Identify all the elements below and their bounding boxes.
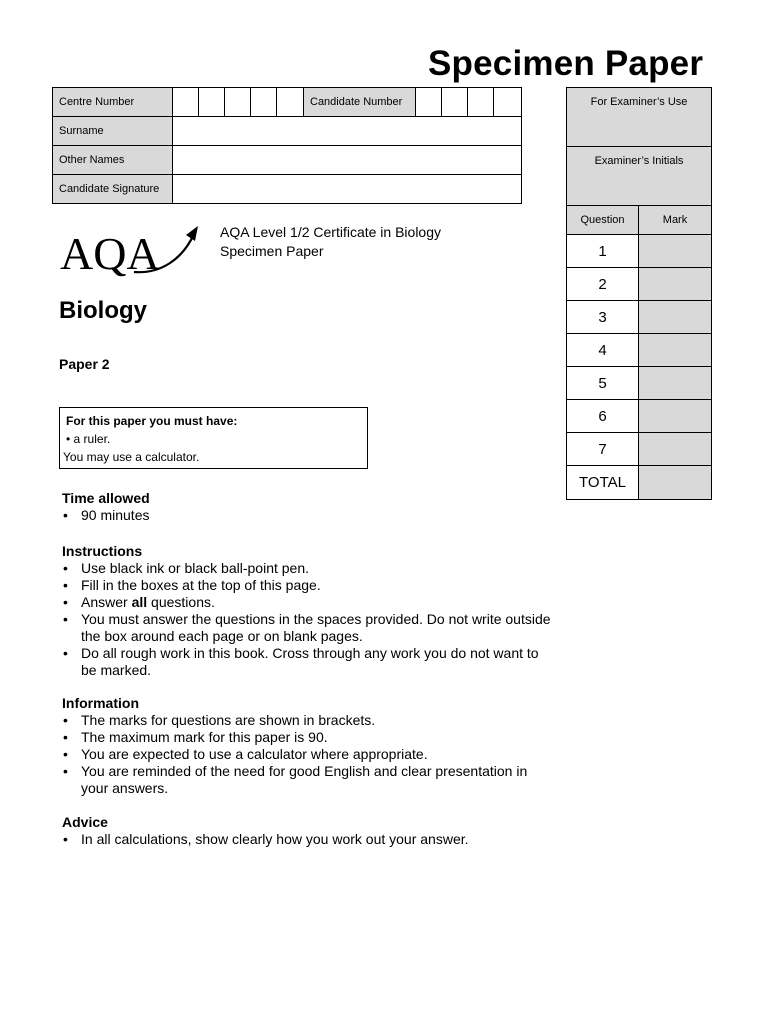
other-names-label: Other Names [53,146,173,175]
centre-number-box[interactable] [225,88,251,117]
certificate-subtitle: Specimen Paper [220,243,324,259]
equipment-item: • a ruler. [66,432,111,446]
candidate-number-box[interactable] [416,88,442,117]
centre-number-box[interactable] [251,88,277,117]
equipment-box [59,407,368,469]
subject-heading: Biology [59,297,147,324]
signature-field[interactable] [173,175,522,204]
instructions-section [62,543,552,679]
signature-label: Candidate Signature [53,175,173,204]
time-allowed-section [62,490,552,524]
list-item: • Use black ink or black ball-point pen. [62,560,552,577]
list-item: • You are reminded of the need for good English and clear presentation in your answers. [62,763,552,797]
advice-section [62,814,552,848]
total-mark-cell[interactable] [639,466,712,500]
mark-cell[interactable] [639,235,712,268]
text-run: Answer [81,594,132,610]
information-heading: Information [62,695,139,711]
information-section [62,695,552,797]
advice-heading: Advice [62,814,108,830]
question-column-header: Question [567,206,639,235]
equipment-heading: For this paper you must have: [66,414,238,428]
instructions-heading: Instructions [62,543,143,559]
question-number: 2 [567,268,639,301]
candidate-number-box[interactable] [442,88,468,117]
aqa-logo-text: AQA [60,228,160,278]
list-item: • In all calculations, show clearly how you work out your answer. [62,831,552,848]
question-number: 1 [567,235,639,268]
text-run: questions. [147,594,215,610]
question-number: 7 [567,433,639,466]
examiner-table [566,87,712,500]
paper-number: Paper 2 [59,356,110,372]
question-number: 6 [567,400,639,433]
list-item: • The maximum mark for this paper is 90. [62,729,552,746]
centre-number-label: Centre Number [53,88,173,117]
centre-number-box[interactable] [173,88,199,117]
list-item: • Do all rough work in this book. Cross through any work you do not want to be marked. [62,645,552,679]
certificate-title: AQA Level 1/2 Certificate in Biology [220,224,442,240]
question-number: 3 [567,301,639,334]
examiner-initials-label: Examiner’s Initials [567,147,712,206]
logo-arrowhead-icon [186,226,198,241]
equipment-item-text: a ruler. [73,432,111,446]
other-names-field[interactable] [173,146,522,175]
examiner-use-label: For Examiner’s Use [567,88,712,147]
total-label: TOTAL [567,466,639,500]
list-item [62,594,552,611]
mark-cell[interactable] [639,334,712,367]
question-number: 4 [567,334,639,367]
candidate-number-box[interactable] [494,88,522,117]
list-item: • Fill in the boxes at the top of this page. [62,577,552,594]
mark-cell[interactable] [639,301,712,334]
time-allowed-heading: Time allowed [62,490,150,506]
calculator-note: You may use a calculator. [63,450,200,464]
aqa-logo-graphic [58,222,200,278]
surname-field[interactable] [173,117,522,146]
candidate-number-box[interactable] [468,88,494,117]
mark-cell[interactable] [639,433,712,466]
surname-label: Surname [53,117,173,146]
centre-number-box[interactable] [277,88,304,117]
question-number: 5 [567,367,639,400]
mark-cell[interactable] [639,268,712,301]
mark-cell[interactable] [639,400,712,433]
list-item: • 90 minutes [62,507,552,524]
centre-number-box[interactable] [199,88,225,117]
emphasis-all: all [131,594,148,610]
list-item: • You are expected to use a calculator where appropriate. [62,746,552,763]
aqa-logo [58,222,200,278]
candidate-number-label: Candidate Number [304,88,416,117]
page-title: Specimen Paper [428,44,704,83]
list-item: • The marks for questions are shown in brackets. [62,712,552,729]
candidate-details-table [52,87,522,204]
mark-cell[interactable] [639,367,712,400]
list-item: • You must answer the questions in the spaces provided. Do not write outside the box around each page or on blank pages. [62,611,552,645]
mark-column-header: Mark [639,206,712,235]
